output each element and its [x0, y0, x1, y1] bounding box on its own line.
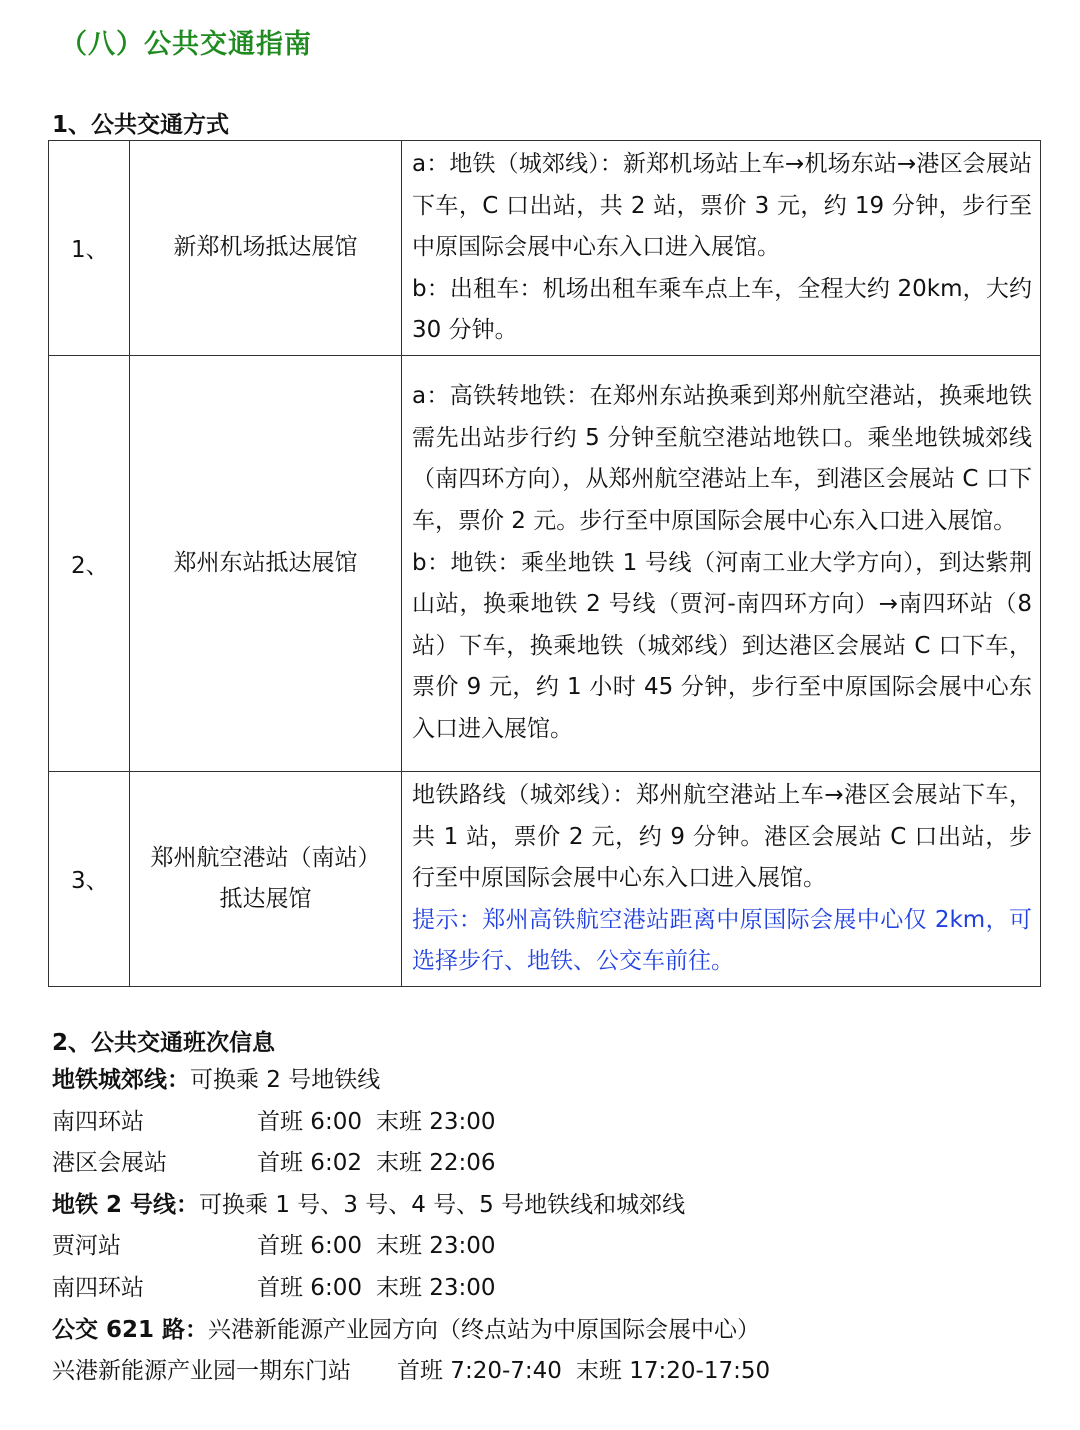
- first-bus: 首班 7:20-7:40: [397, 1358, 562, 1385]
- last-bus: 末班 17:20-17:50: [575, 1358, 771, 1385]
- route-destination-line: 郑州航空港站（南站）: [150, 844, 381, 871]
- routes-table: [48, 140, 1041, 987]
- line-name: 地铁 2 号线：: [52, 1191, 200, 1218]
- stop-station: 南四环站: [52, 1274, 144, 1301]
- line-note: 可换乘 2 号地铁线: [190, 1067, 381, 1093]
- section-title: （八）公共交通指南: [60, 29, 312, 60]
- schedule-list: [52, 1060, 1032, 1393]
- route-destination-line: 抵达展馆: [219, 885, 312, 912]
- schedule-stop: [52, 1351, 1032, 1393]
- route-destination: [130, 771, 402, 986]
- schedule-stop: [52, 1268, 1032, 1310]
- route-number: 3、: [49, 771, 130, 986]
- route-number: 2、: [49, 355, 130, 771]
- route-option: b：出租车：机场出租车乘车点上车，全程大约 20km，大约 30 分钟。: [412, 275, 1032, 344]
- first-bus: 首班 6:00: [257, 1274, 362, 1301]
- table-row: [49, 771, 1041, 986]
- line-name: 公交 621 路：: [52, 1316, 209, 1343]
- route-description: [402, 771, 1041, 986]
- route-number: 1、: [49, 141, 130, 356]
- schedule-stop: [52, 1143, 1032, 1185]
- stop-station: 兴港新能源产业园一期东门站: [52, 1358, 351, 1385]
- route-description: [402, 355, 1041, 771]
- table-row: [49, 355, 1041, 771]
- stop-station: 贾河站: [52, 1233, 121, 1260]
- schedule-line-header: [52, 1060, 1032, 1102]
- first-bus: 首班 6:02: [257, 1150, 362, 1177]
- route-destination: 新郑机场抵达展馆: [130, 141, 402, 356]
- route-option: a：高铁转地铁：在郑州东站换乘到郑州航空港站，换乘地铁需先出站步行约 5 分钟至航空港站地铁口。乘坐地铁城郊线（南四环方向），从郑州航空港站上车，到港区会展站 C 口下车，票价 2 元。步行至中原国际会展中心东入口进入展馆。: [412, 383, 1032, 535]
- route-description: [402, 141, 1041, 356]
- first-bus: 首班 6:00: [257, 1108, 362, 1135]
- schedule-line-header: [52, 1185, 1032, 1227]
- heading-schedules: 2、公共交通班次信息: [52, 1030, 276, 1056]
- last-bus: 末班 23:00: [375, 1233, 496, 1260]
- last-bus: 末班 22:06: [375, 1150, 496, 1177]
- stop-station: 港区会展站: [52, 1150, 167, 1177]
- line-note: 可换乘 1 号、3 号、4 号、5 号地铁线和城郊线: [199, 1191, 686, 1218]
- stop-station: 南四环站: [52, 1108, 144, 1135]
- route-destination: 郑州东站抵达展馆: [130, 355, 402, 771]
- schedule-stop: [52, 1102, 1032, 1144]
- schedule-stop: [52, 1226, 1032, 1268]
- route-option: b：地铁：乘坐地铁 1 号线（河南工业大学方向），到达紫荆山站，换乘地铁 2 号线（贾河-南四环方向）→南四环站（8 站）下车，换乘地铁（城郊线）到达港区会展站 C 口下车，票价 9 元，约 1 小时 45 分钟，步行至中原国际会展中心东入口进入展馆。: [412, 549, 1032, 743]
- first-bus: 首班 6:00: [257, 1233, 362, 1260]
- line-note: 兴港新能源产业园方向（终点站为中原国际会展中心）: [208, 1316, 761, 1343]
- route-option: 地铁路线（城郊线）：郑州航空港站上车→港区会展站下车，共 1 站，票价 2 元，约 9 分钟。港区会展站 C 口出站，步行至中原国际会展中心东入口进入展馆。: [412, 781, 1032, 892]
- route-option: a：地铁（城郊线）：新郑机场站上车→机场东站→港区会展站下车，C 口出站，共 2 站，票价 3 元，约 19 分钟，步行至中原国际会展中心东入口进入展馆。: [412, 151, 1032, 261]
- schedule-line-header: [52, 1310, 1032, 1352]
- last-bus: 末班 23:00: [375, 1274, 496, 1301]
- last-bus: 末班 23:00: [375, 1108, 496, 1135]
- route-tip: 提示：郑州高铁航空港站距离中原国际会展中心仅 2km，可选择步行、地铁、公交车前往。: [412, 906, 1032, 975]
- heading-transport-modes: 1、公共交通方式: [52, 112, 230, 138]
- line-name: 地铁城郊线：: [52, 1067, 190, 1093]
- table-row: [49, 141, 1041, 356]
